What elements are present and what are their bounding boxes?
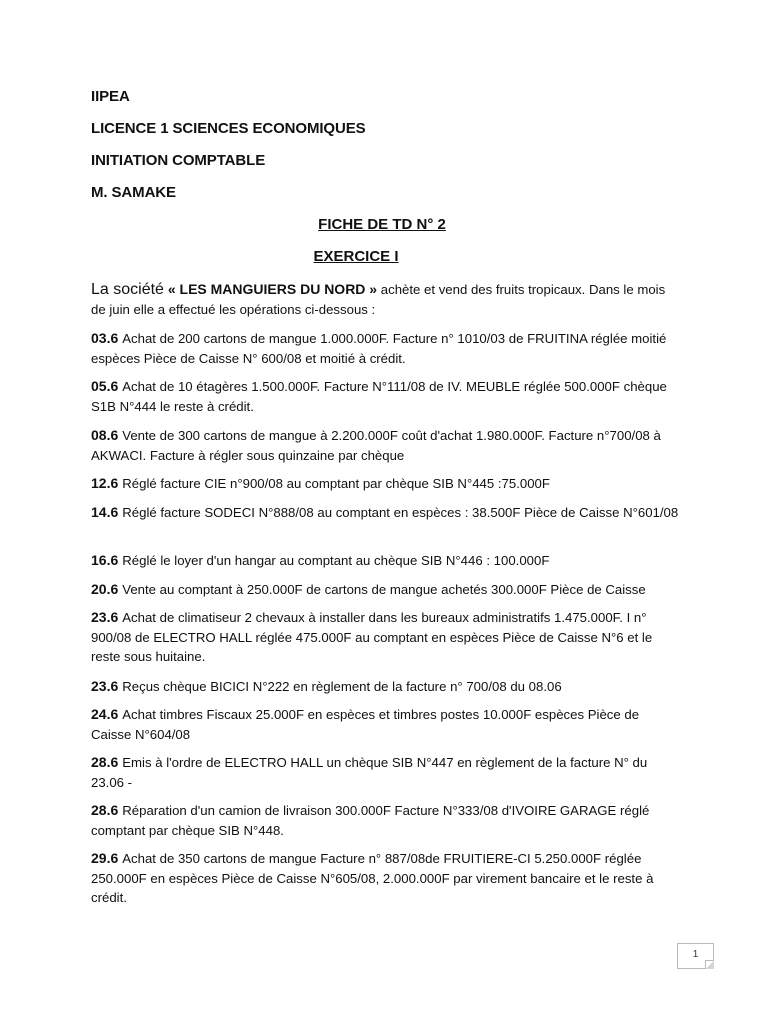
operation-item bbox=[91, 426, 681, 465]
operation-item bbox=[91, 753, 681, 792]
operation-item bbox=[91, 705, 681, 744]
operation-date: 03.6 bbox=[91, 330, 119, 346]
operation-text: Achat timbres Fiscaux 25.000F en espèces et timbres postes 10.000F espèces Pièce de Caisse N°604/08 bbox=[91, 707, 640, 742]
intro-quote-open: « bbox=[163, 281, 180, 297]
operation-item bbox=[91, 801, 681, 840]
operation-date: 16.6 bbox=[91, 552, 119, 568]
operation-item bbox=[91, 677, 681, 697]
page-number: 1 bbox=[692, 949, 699, 960]
operation-text: Emis à l'ordre de ELECTRO HALL un chèque SIB N°447 en règlement de la facture N° du 23.06 - bbox=[91, 755, 648, 790]
operation-date: 23.6 bbox=[91, 609, 119, 625]
operation-date: 24.6 bbox=[91, 706, 119, 722]
intro-paragraph bbox=[91, 280, 681, 319]
operation-text: Achat de 200 cartons de mangue 1.000.000F. Facture n° 1010/03 de FRUITINA réglée moitié espèces Pièce de Caisse N° 600/08 et moitié à crédit. bbox=[91, 331, 667, 366]
operation-item bbox=[91, 377, 681, 416]
program-name: LICENCE 1 SCIENCES ECONOMIQUES bbox=[91, 120, 366, 137]
operation-text: Reçus chèque BICICI N°222 en règlement de la facture n° 700/08 du 08.06 bbox=[122, 679, 562, 694]
operation-date: 23.6 bbox=[91, 678, 119, 694]
operation-text: Achat de climatiseur 2 chevaux à installer dans les bureaux administratifs 1.475.000F. I n° 900/08 de ELECTRO HALL réglée 475.000F au comptant en espèces Pièce de Caisse N°6 et le reste sous huitaine. bbox=[91, 610, 653, 664]
operation-date: 08.6 bbox=[91, 427, 119, 443]
operation-date: 05.6 bbox=[91, 378, 119, 394]
intro-lead: La société bbox=[91, 281, 164, 298]
teacher-name: M. SAMAKE bbox=[91, 184, 176, 201]
exercise-title: EXERCICE I bbox=[313, 248, 399, 265]
operation-text: Vente de 300 cartons de mangue à 2.200.000F coût d'achat 1.980.000F. Facture n°700/08 à AKWACI. Facture à régler sous quinzaine par chèque bbox=[91, 428, 661, 463]
operation-text: Achat de 10 étagères 1.500.000F. Facture N°111/08 de IV. MEUBLE réglée 500.000F chèque S1B N°444 le reste à crédit. bbox=[91, 379, 667, 414]
school-name: IIPEA bbox=[91, 88, 130, 105]
operation-text: Réglé facture CIE n°900/08 au comptant par chèque SIB N°445 :75.000F bbox=[122, 476, 550, 491]
operation-text: Réparation d'un camion de livraison 300.000F Facture N°333/08 d'IVOIRE GARAGE réglé comptant par chèque SIB N°448. bbox=[91, 803, 650, 838]
operation-item bbox=[91, 551, 681, 571]
operation-item bbox=[91, 580, 681, 600]
operation-text: Réglé le loyer d'un hangar au comptant au chèque SIB N°446 : 100.000F bbox=[122, 553, 550, 568]
operation-date: 14.6 bbox=[91, 504, 119, 520]
page-number-box bbox=[677, 943, 714, 969]
operation-item bbox=[91, 608, 681, 667]
intro-text: achète et vend des fruits tropicaux. Dans le mois de juin elle a effectué les opérations ci-dessous : bbox=[91, 282, 666, 317]
intro-quote-close: » bbox=[365, 281, 378, 297]
operation-item bbox=[91, 503, 681, 523]
operation-item bbox=[91, 849, 681, 908]
operation-text: Vente au comptant à 250.000F de cartons de mangue achetés 300.000F Pièce de Caisse bbox=[122, 582, 646, 597]
operation-text: Achat de 350 cartons de mangue Facture n° 887/08de FRUITIERE-CI 5.250.000F réglée 250.000F en espèces Pièce de Caisse N°605/08, 2.000.000F par virement bancaire et le reste à crédit. bbox=[91, 851, 654, 905]
course-name: INITIATION COMPTABLE bbox=[91, 152, 266, 169]
operation-item bbox=[91, 329, 681, 368]
company-name: LES MANGUIERS DU NORD bbox=[179, 281, 366, 297]
operation-date: 12.6 bbox=[91, 475, 119, 491]
operation-date: 29.6 bbox=[91, 850, 119, 866]
operation-date: 28.6 bbox=[91, 754, 119, 770]
operation-date: 28.6 bbox=[91, 802, 119, 818]
operation-date: 20.6 bbox=[91, 581, 119, 597]
operation-text: Réglé facture SODECI N°888/08 au comptant en espèces : 38.500F Pièce de Caisse N°601/08 bbox=[122, 505, 679, 520]
operation-item bbox=[91, 474, 681, 494]
sheet-title: FICHE DE TD N° 2 bbox=[318, 216, 446, 233]
page-fold-corner bbox=[705, 960, 714, 969]
